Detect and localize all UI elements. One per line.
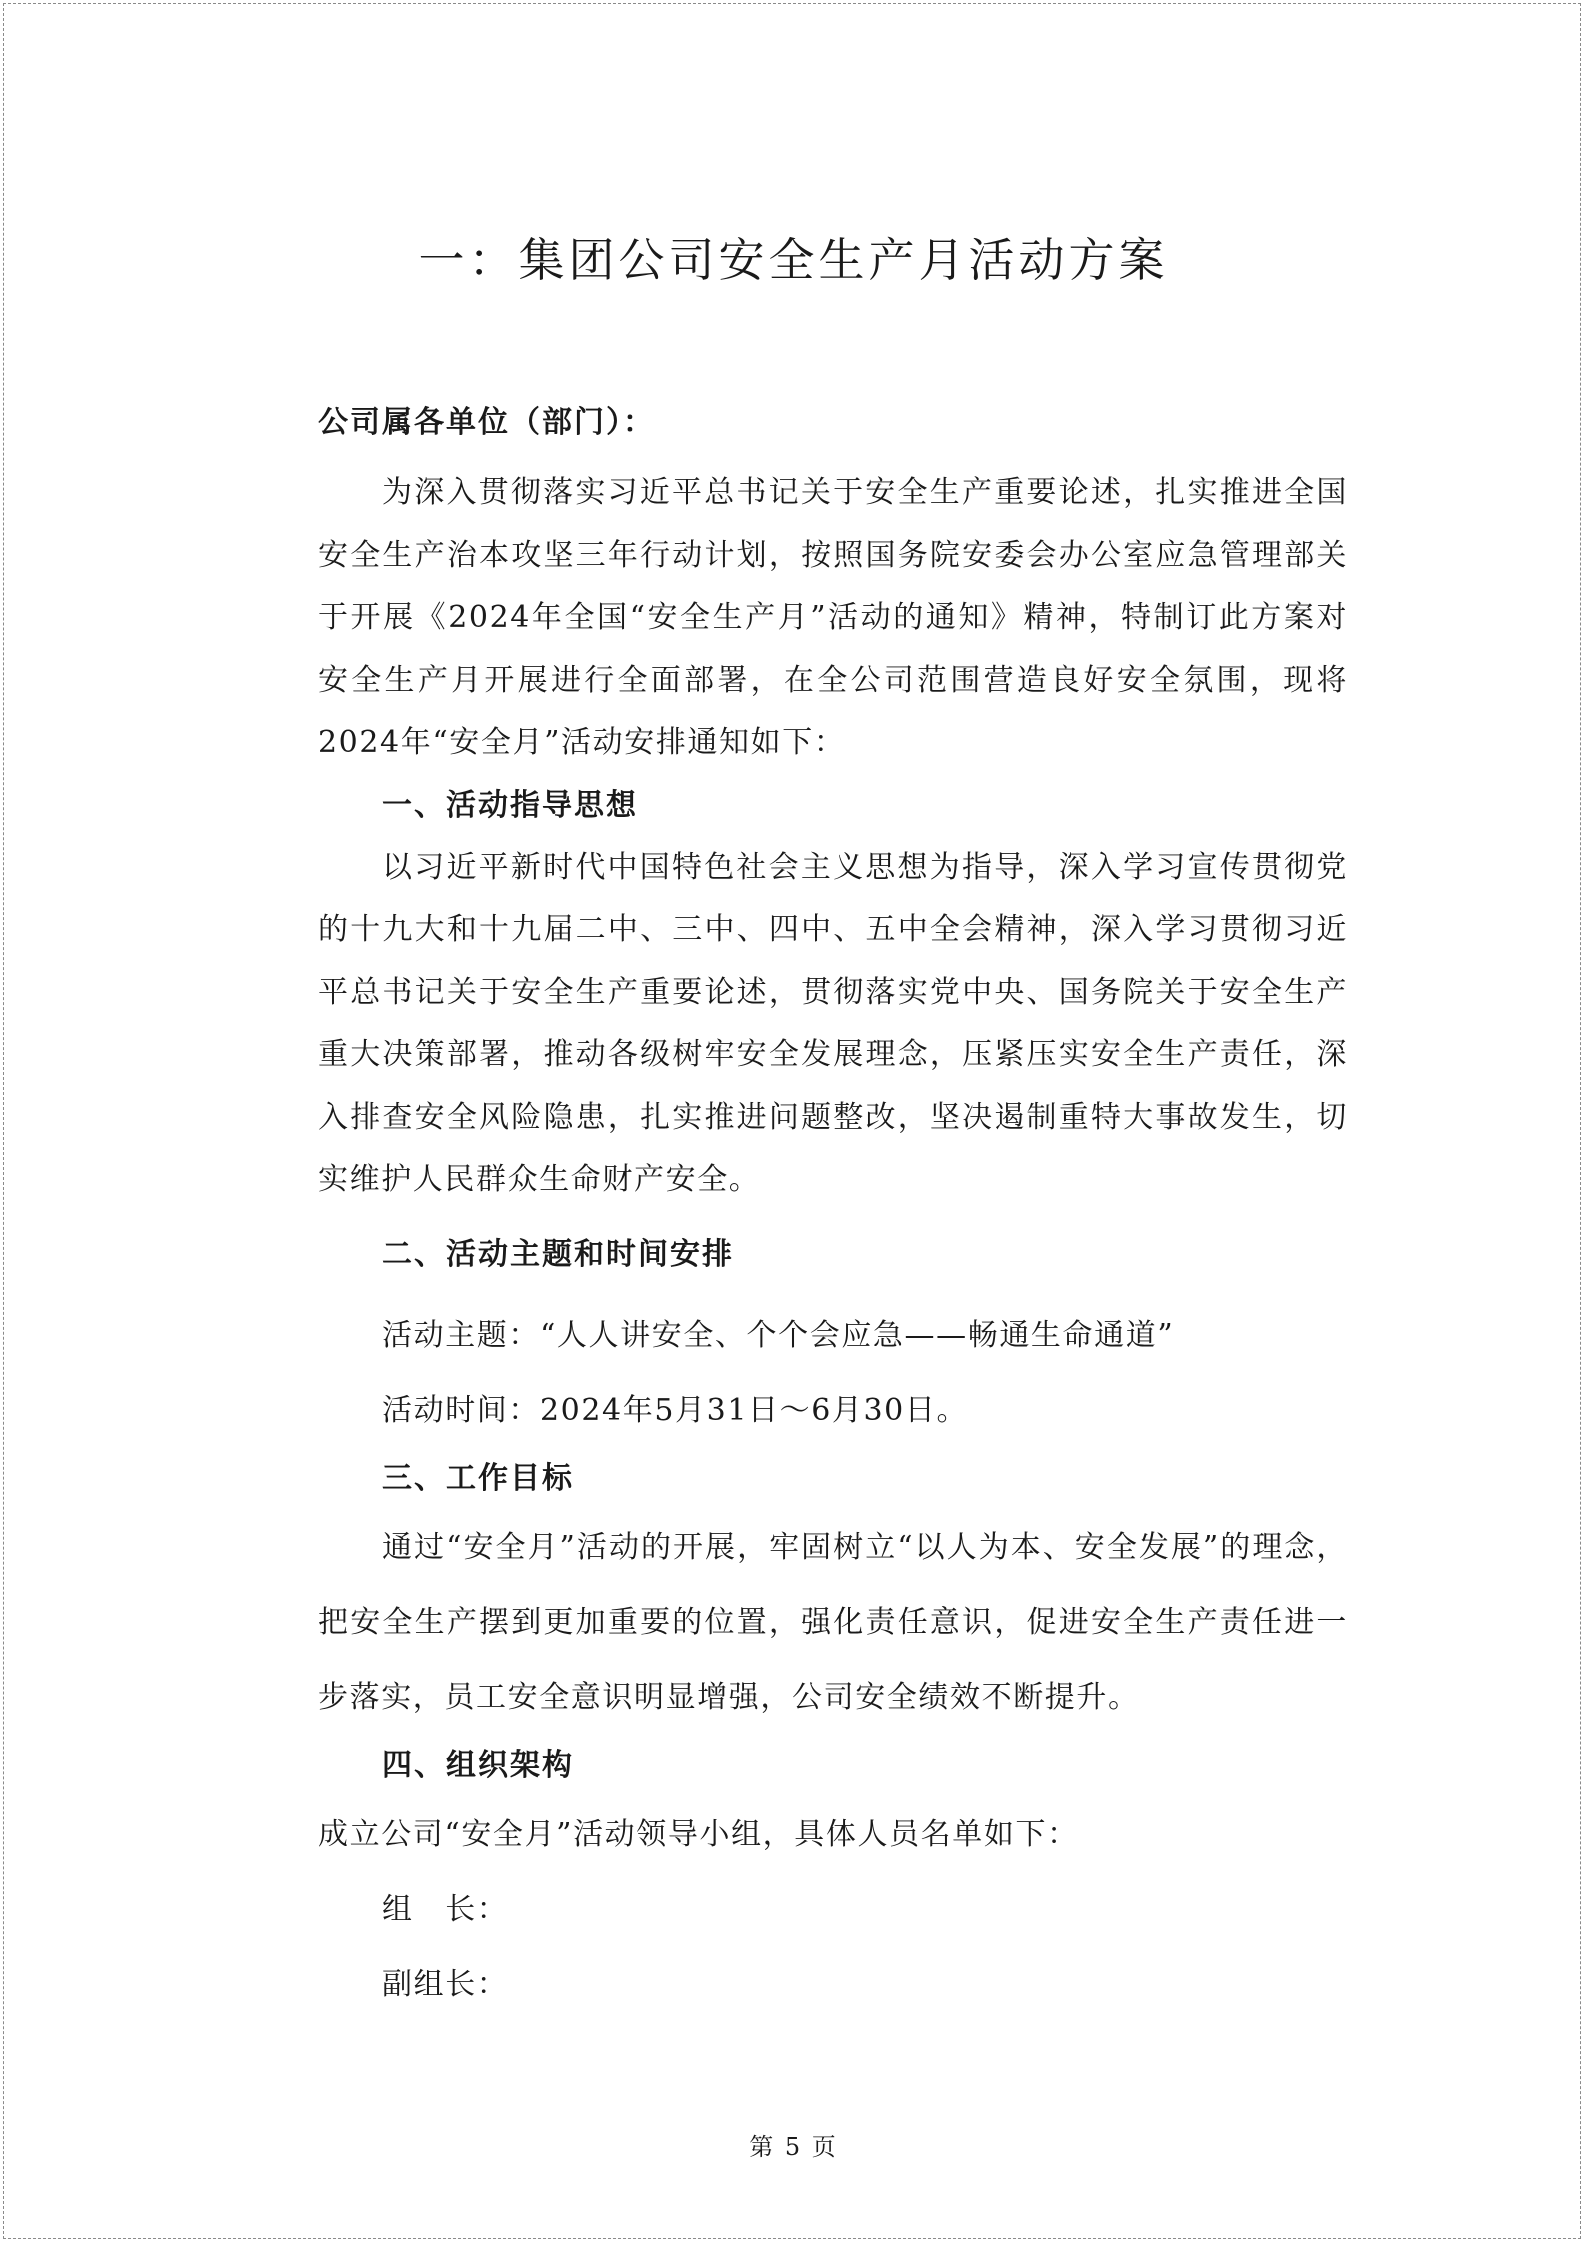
- section-body-guiding-thought: 以习近平新时代中国特色社会主义思想为指导，深入学习宣传贯彻党的十九大和十九届二中、三中、四中、五中全会精神，深入学习贯彻习近平总书记关于安全生产重要论述，贯彻落实党中央、国务院关于安全生产重大决策部署，推动各级树牢安全发展理念，压紧压实安全生产责任，深入排查安全风险隐患，扎实推进问题整改，坚决遏制重特大事故发生，切实维护人民群众生命财产安全。: [318, 849, 1348, 1197]
- document-body: [318, 400, 1348, 2022]
- deputy-leader-line: 副组长：: [382, 1966, 509, 2002]
- section-body-organization: 成立公司“安全月”活动领导小组，具体人员名单如下：: [318, 1816, 1079, 1852]
- section-body-objectives: 通过“安全月”活动的开展，牢固树立“以人为本、安全发展”的理念，把安全生产摆到更加重要的位置，强化责任意识，促进安全生产责任进一步落实，员工安全意识明显增强，公司安全绩效不断提升。: [318, 1529, 1348, 1715]
- section-heading-organization: 四、组织架构: [382, 1747, 574, 1783]
- team-leader-line: 组 长：: [382, 1891, 509, 1927]
- section-heading-objectives: 三、工作目标: [382, 1460, 574, 1496]
- page-title: 一：集团公司安全生产月活动方案: [418, 233, 1169, 287]
- section-heading-theme-schedule: 二、活动主题和时间安排: [382, 1236, 734, 1272]
- activity-time: 活动时间：2024年5月31日～6月30日。: [382, 1392, 969, 1428]
- intro-paragraph: 为深入贯彻落实习近平总书记关于安全生产重要论述，扎实推进全国安全生产治本攻坚三年行动计划，按照国务院安委会办公室应急管理部关于开展《2024年全国“安全生产月”活动的通知》精神，特制订此方案对安全生产月开展进行全面部署，在全公司范围营造良好安全氛围，现将2024年“安全月”活动安排通知如下：: [318, 475, 1348, 760]
- salutation: 公司属各单位（部门）：: [318, 405, 655, 440]
- section-heading-guiding-thought: 一、活动指导思想: [382, 787, 638, 823]
- activity-theme: 活动主题：“人人讲安全、个个会应急——畅通生命通道”: [382, 1317, 1175, 1353]
- page-number: 第 5 页: [749, 2133, 838, 2161]
